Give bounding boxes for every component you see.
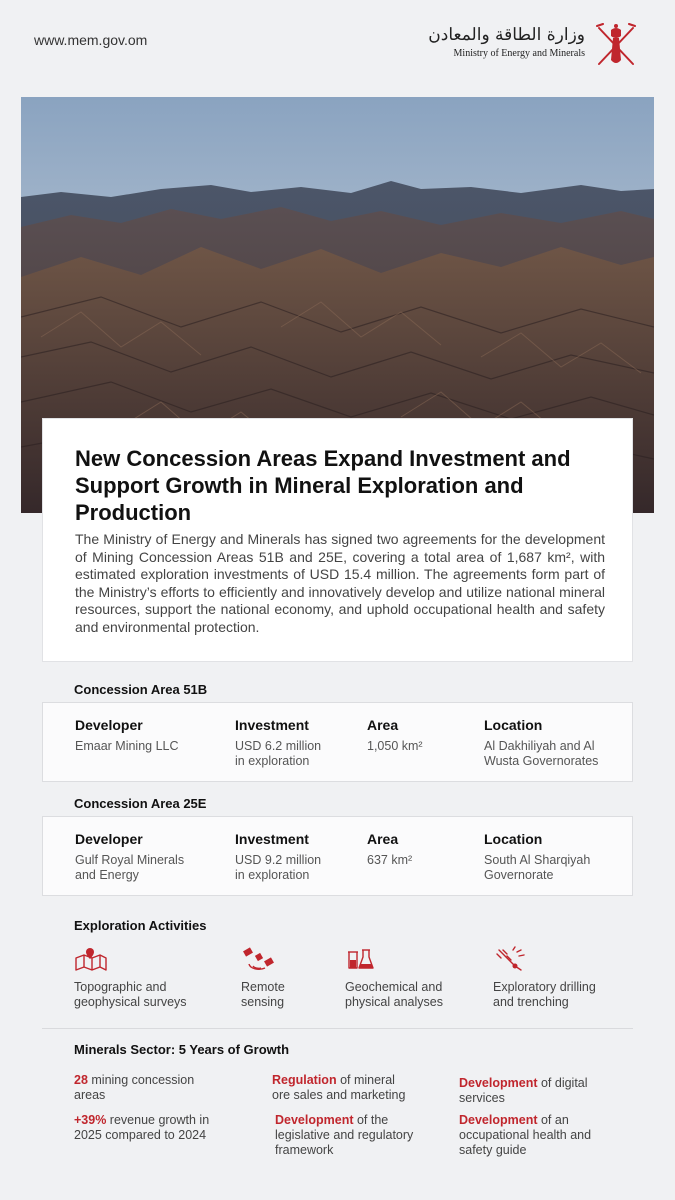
growth-text: safety guide (459, 1143, 527, 1157)
growth-text: of the (353, 1113, 389, 1127)
location-label: Location (484, 717, 543, 733)
section-divider (42, 1028, 633, 1029)
investment-column (235, 717, 321, 769)
satellite-icon (241, 946, 275, 972)
exploration-activities (0, 946, 675, 1016)
location-line: Wusta Governorates (484, 754, 599, 768)
growth-item-concessions (74, 1073, 194, 1103)
developer-label: Developer (75, 831, 143, 847)
growth-item-regulation (272, 1073, 405, 1103)
developer-column (75, 717, 179, 754)
developer-line: and Energy (75, 868, 139, 882)
investment-line: USD 6.2 million (235, 739, 322, 753)
concession-25e-table (42, 816, 633, 896)
growth-item-legislation (275, 1113, 413, 1158)
investment-label: Investment (235, 831, 309, 847)
article-title: New Concession Areas Expand Investment and Support Growth in Mineral Exploration and Production (75, 446, 571, 525)
growth-text: legislative and regulatory (275, 1128, 414, 1142)
developer-line: Gulf Royal Minerals (75, 853, 185, 867)
ministry-logo-text (428, 26, 585, 59)
investment-value (235, 739, 321, 769)
growth-text: of digital (537, 1076, 588, 1090)
area-value: 637 km² (367, 853, 413, 867)
activity-line: physical analyses (345, 995, 443, 1009)
activity-line: geophysical surveys (74, 995, 187, 1009)
activity-line: Exploratory drilling (493, 980, 596, 994)
location-value (484, 853, 590, 883)
activity-analyses (345, 946, 443, 1010)
concession-51b-table (42, 702, 633, 782)
growth-item-revenue (74, 1113, 209, 1143)
growth-item-digital (459, 1076, 588, 1106)
developer-label: Developer (75, 717, 143, 733)
location-label: Location (484, 831, 543, 847)
growth-text: framework (275, 1143, 334, 1157)
article-card (42, 418, 633, 662)
activity-line: Remote (241, 980, 285, 994)
developer-column (75, 831, 184, 883)
exploration-title: Exploration Activities (74, 918, 207, 933)
growth-text: of mineral (336, 1073, 395, 1087)
location-line: Governorate (484, 868, 554, 882)
growth-highlight: Development (275, 1113, 354, 1127)
activity-remote-sensing (241, 946, 285, 1010)
website-url[interactable]: www.mem.gov.om (34, 32, 148, 48)
developer-value: Emaar Mining LLC (75, 739, 179, 753)
activity-line: and trenching (493, 995, 569, 1009)
area-value: 1,050 km² (367, 739, 423, 753)
growth-highlight: 28 (74, 1073, 88, 1087)
area-column (367, 831, 412, 868)
activity-line: Topographic and (74, 980, 167, 994)
investment-line: in exploration (235, 754, 310, 768)
growth-text: revenue growth in (106, 1113, 210, 1127)
growth-text: areas (74, 1088, 106, 1102)
area-column (367, 717, 423, 754)
location-column (484, 831, 590, 883)
activity-label (241, 980, 285, 1010)
investment-label: Investment (235, 717, 309, 733)
growth-highlight: Development (459, 1113, 538, 1127)
activity-surveys (74, 946, 187, 1010)
concession-51b-title: Concession Area 51B (74, 682, 208, 697)
logo-english: Ministry of Energy and Minerals (453, 47, 585, 59)
activity-label (493, 980, 596, 1010)
growth-title: Minerals Sector: 5 Years of Growth (74, 1042, 290, 1057)
location-line: South Al Sharqiyah (484, 853, 591, 867)
activity-line: sensing (241, 995, 285, 1009)
location-column (484, 717, 598, 769)
investment-line: in exploration (235, 868, 310, 882)
article-body: The Ministry of Energy and Minerals has signed two agreements for the development of Mining Concession Areas 51B and 25E, covering a total area of 1,687 km², with estimated exploration investments of USD 15.4 million. The agreements form part of the Ministry’s efforts to efficiently and innovatively develop and utilize national mineral resources, support the national economy, and uphold occupational health and safety and environmental protection. (75, 531, 605, 635)
growth-text: of an (537, 1113, 569, 1127)
growth-highlight: +39% (74, 1113, 107, 1127)
drill-icon (493, 946, 527, 972)
map-survey-icon (74, 946, 108, 972)
lab-flask-icon (345, 946, 379, 972)
header (0, 0, 675, 80)
area-label: Area (367, 717, 399, 733)
growth-text: occupational health and (459, 1128, 592, 1142)
growth-text: 2025 compared to 2024 (74, 1128, 207, 1142)
activity-label (74, 980, 187, 1010)
investment-value (235, 853, 321, 883)
logo-arabic: وزارة الطاقة والمعادن (428, 25, 585, 45)
activity-drilling (493, 946, 596, 1010)
growth-highlight: Regulation (272, 1073, 337, 1087)
activity-label (345, 980, 443, 1010)
developer-value (75, 853, 184, 883)
growth-text: services (459, 1091, 505, 1105)
investment-line: USD 9.2 million (235, 853, 322, 867)
area-label: Area (367, 831, 399, 847)
activity-line: Geochemical and (345, 980, 443, 994)
investment-column (235, 831, 321, 883)
growth-text: mining concession (87, 1073, 195, 1087)
growth-text: ore sales and marketing (272, 1088, 406, 1102)
growth-item-safety-guide (459, 1113, 591, 1158)
concession-25e-title: Concession Area 25E (74, 796, 207, 811)
growth-highlight: Development (459, 1076, 538, 1090)
location-value (484, 739, 598, 769)
location-line: Al Dakhiliyah and Al (484, 739, 595, 753)
oman-emblem-icon (591, 20, 641, 72)
